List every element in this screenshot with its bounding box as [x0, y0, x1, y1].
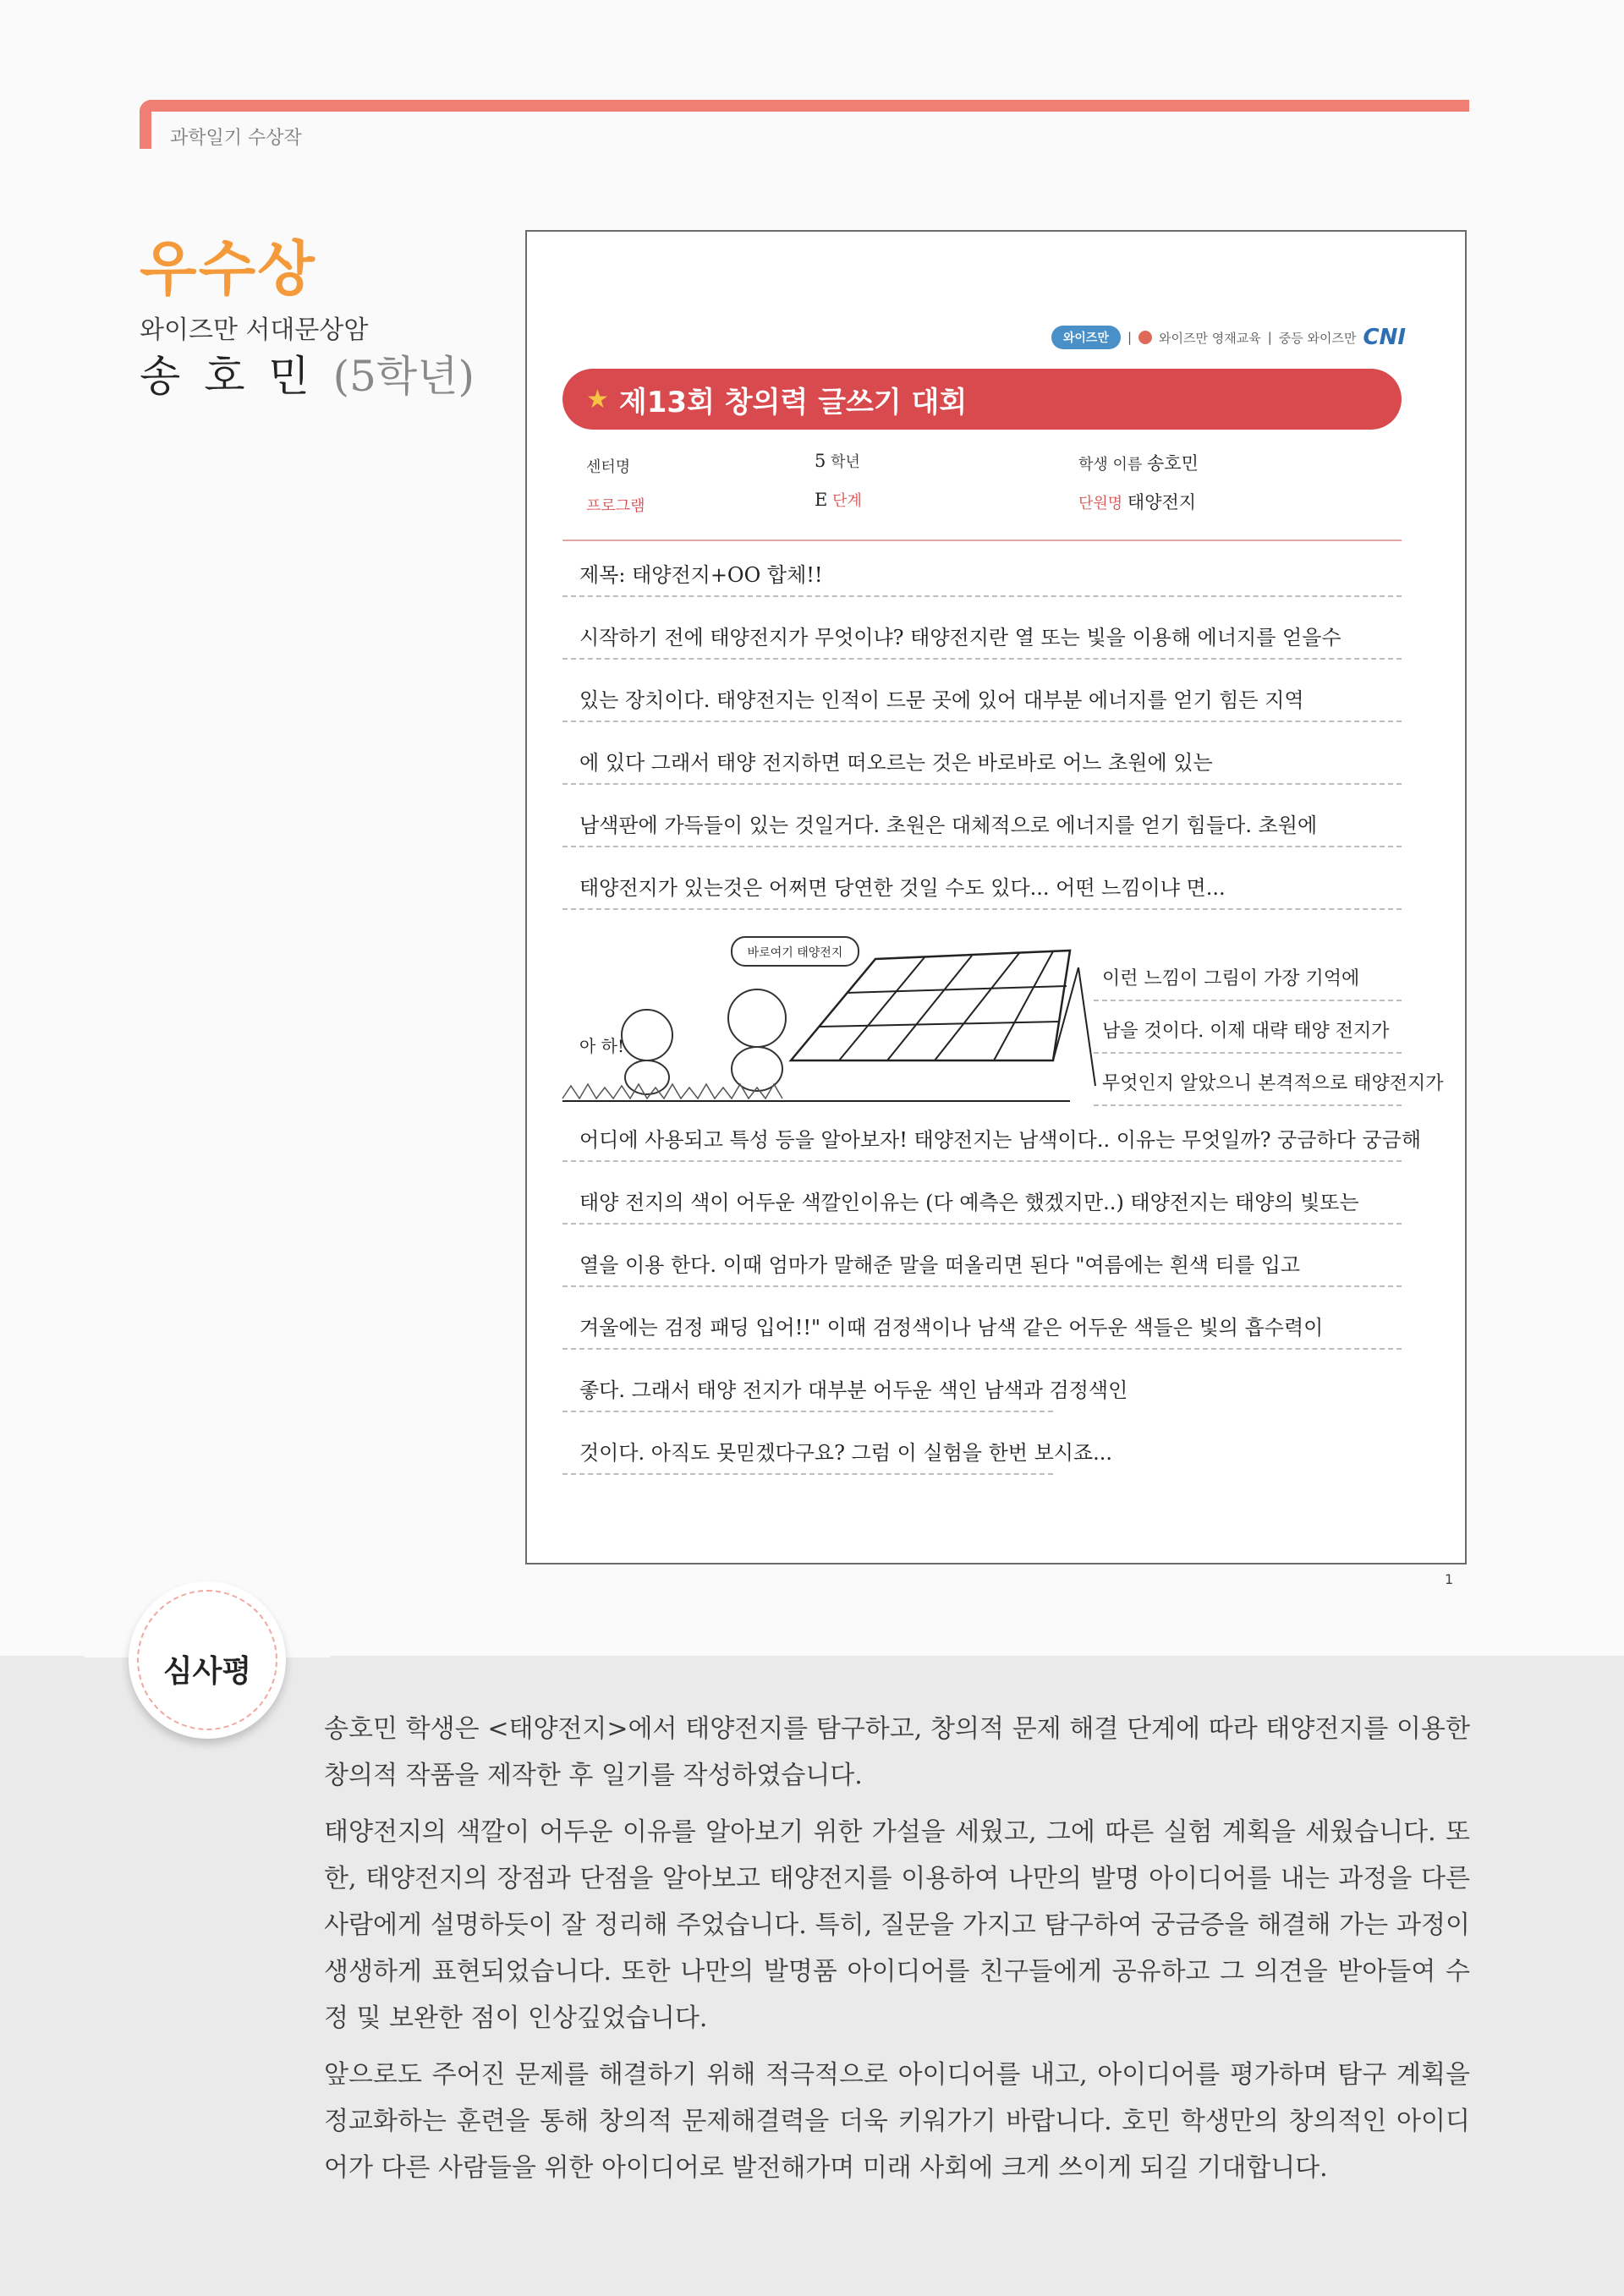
- review-paragraph: 태양전지의 색깔이 어두운 이유를 알아보기 위한 가설을 세웠고, 그에 따른 실험 계획을 세웠습니다. 또한, 태양전지의 장점과 단점을 알아보고 태양전지를 이용하여 나만의 발명 아이디어를 내는 과정을 다른 사람에게 설명하듯이 잘 정리해 주었습니다. 특히, 질문을 가지고 탐구하여 궁금증을 해결해 가는 과정이 생생하게 표현되었습니다. 또한 나만의 발명품 아이디어를 친구들에게 공유하고 그 의견을 받아들여 수정 및 보완한 점이 인상깊었습니다.: [324, 1817, 1470, 2033]
- diary-line: 겨울에는 검정 패딩 입어!!" 이때 검정색이나 남색 같은 어두운 색들은 빛의 흡수력이: [562, 1302, 1402, 1350]
- diary-line: 어디에 사용되고 특성 등을 알아보자! 태양전지는 남색이다.. 이유는 무엇일까? 궁금하다 궁금해: [562, 1115, 1402, 1162]
- diary-line: 좋다. 그래서 태양 전지가 대부분 어두운 색인 남색과 검정색인: [562, 1365, 1053, 1412]
- center-label: 센터명: [586, 458, 631, 476]
- middle-wiseman-label: 중등 와이즈만: [1278, 330, 1357, 346]
- school-name: 와이즈만 서대문상암: [140, 315, 369, 345]
- grade-field: [815, 450, 860, 472]
- sheet-logos: 와이즈만 | 와이즈만 영재교육 | 중등 와이즈만 CNI: [1051, 325, 1406, 350]
- unit-field: [1078, 489, 1196, 514]
- diary-line: 무엇인지 알았으니 본격적으로 태양전지가: [1094, 1059, 1402, 1106]
- level-value: E: [815, 490, 828, 510]
- diary-sheet: [525, 230, 1467, 1564]
- student-name: 송 호 민: [140, 352, 315, 401]
- diary-line: 시작하기 전에 태양전지가 무엇이냐? 태양전지란 열 또는 빛을 이용해 에너지를 얻을수: [562, 612, 1402, 660]
- grade-value: 5: [815, 451, 826, 471]
- diary-line: 열을 이용 한다. 이때 엄마가 말해준 말을 떠올리면 된다 "여름에는 흰색 티를 입고: [562, 1240, 1402, 1287]
- diary-line: 태양전지가 있는것은 어쩌면 당연한 것일 수도 있다... 어떤 느낌이냐 면...: [562, 863, 1402, 910]
- student-grade: (5학년): [332, 352, 475, 401]
- student-label: 학생 이름: [1078, 456, 1143, 474]
- diary-line: 남을 것이다. 이제 대략 태양 전지가: [1094, 1006, 1402, 1054]
- level-field: [815, 489, 862, 511]
- review-paragraph: 송호민 학생은 <태양전지>에서 태양전지를 탐구하고, 창의적 문제 해결 단계에 따라 태양전지를 이용한 창의적 작품을 제작한 후 일기를 작성하였습니다.: [324, 1714, 1470, 1790]
- exclamation-text: 아 하!: [579, 1036, 625, 1056]
- diary-line: 이런 느낌이 그림이 가장 기억에: [1094, 954, 1402, 1001]
- grade-label: 학년: [831, 453, 860, 471]
- unit-label: 단원명: [1078, 495, 1123, 512]
- page-number: 1: [1445, 1571, 1454, 1587]
- award-title: 우수상: [140, 234, 316, 304]
- wiseman-gifted-label: 와이즈만 영재교육: [1159, 330, 1261, 346]
- form-divider: [562, 540, 1402, 541]
- diary-line: 있는 장치이다. 태양전지는 인적이 드문 곳에 있어 대부분 에너지를 얻기 힘든 지역: [562, 675, 1402, 722]
- brand-logo: 와이즈만: [1051, 326, 1121, 349]
- unit-value: 태양전지: [1127, 492, 1197, 512]
- diary-line: 에 있다 그래서 태양 전지하면 떠오르는 것은 바로바로 어느 초원에 있는: [562, 737, 1402, 785]
- diary-line: 태양 전지의 색이 어두운 색깔인이유는 (다 예측은 했겠지만..) 태양전지는 태양의 빛또는: [562, 1177, 1402, 1225]
- diary-line: 남색판에 가득들이 있는 것일거다. 초원은 대체적으로 에너지를 얻기 힘들다. 초원에: [562, 800, 1402, 847]
- level-label: 단계: [832, 492, 862, 510]
- diary-line: 제목: 태양전지+OO 합체!!: [562, 550, 1402, 597]
- solar-panel-drawing: [562, 934, 1087, 1103]
- star-icon: ★: [586, 384, 609, 414]
- review-paragraph: 앞으로도 주어진 문제를 해결하기 위해 적극적으로 아이디어를 내고, 아이디어를 평가하며 탐구 계획을 정교화하는 훈련을 통해 창의적 문제해결력을 더욱 키워가기 바랍니다. 호민 학생만의 창의적인 아이디어가 다른 사람들을 위한 아이디어로 발전해가며 미래 사회에 크게 쓰이게 되길 기대합니다.: [324, 2060, 1470, 2183]
- diary-line: 것이다. 아직도 못믿겠다구요? 그럼 이 실험을 한번 보시죠...: [562, 1427, 1053, 1475]
- header-accent-bar: [140, 100, 1469, 149]
- student-info: [140, 342, 475, 403]
- student-value: 송호민: [1147, 453, 1199, 474]
- review-text: [324, 1706, 1470, 2201]
- program-label: 프로그램: [586, 497, 645, 515]
- contest-banner: [562, 369, 1402, 430]
- contest-title: 제13회 창의력 글쓰기 대회: [618, 385, 968, 419]
- cni-logo: CNI: [1363, 325, 1406, 350]
- wiseman-logo-icon: [1138, 331, 1152, 344]
- section-label: 과학일기 수상작: [170, 128, 302, 149]
- student-field: [1078, 450, 1199, 475]
- review-heading: 심사평: [162, 1654, 252, 1689]
- speech-bubble-text: 바로여기 태양전지: [747, 946, 843, 960]
